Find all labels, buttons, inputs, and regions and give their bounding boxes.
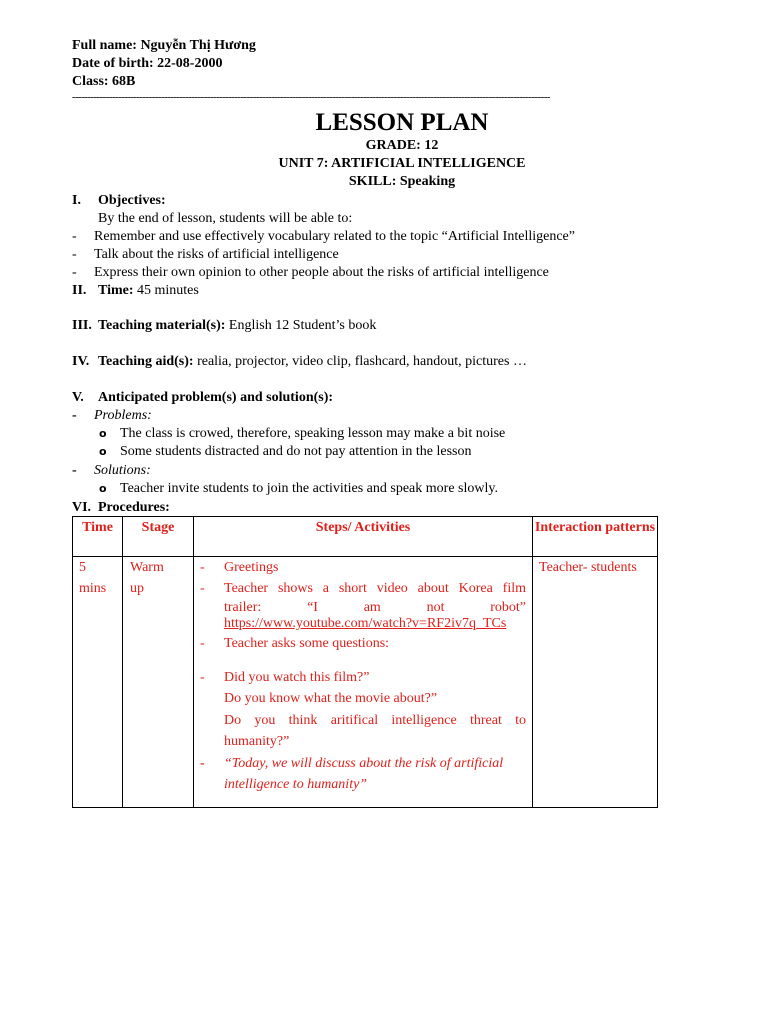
step-text: Teacher shows a short video about Korea film xyxy=(224,581,526,596)
column-header-stage: Stage xyxy=(123,517,194,557)
objective-text: Talk about the risks of artificial intelligence xyxy=(94,247,339,262)
skill-label: SKILL: Speaking xyxy=(348,174,456,189)
time-number: II. xyxy=(72,283,87,298)
time-cell-line: mins xyxy=(79,581,107,596)
objectives-title: Objectives: xyxy=(98,193,166,208)
procedures-number: VI. xyxy=(72,500,92,515)
step-text: Greetings xyxy=(224,560,279,575)
step-text: Teacher asks some questions: xyxy=(224,636,390,651)
time-cell xyxy=(73,557,123,808)
question-text: Do you think aritifical intelligence threat to xyxy=(224,713,526,728)
dash-bullet: - xyxy=(72,229,77,244)
dash-bullet: - xyxy=(200,581,205,596)
question-text: Do you know what the movie about?” xyxy=(224,691,438,706)
solutions-label: Solutions: xyxy=(94,463,151,478)
table-row xyxy=(73,557,658,808)
grade-label: GRADE: 12 xyxy=(365,138,439,153)
problem-text: Some students distracted and do not pay attention in the lesson xyxy=(120,444,472,459)
dash-bullet: - xyxy=(72,265,77,280)
date-of-birth: Date of birth: 22-08-2000 xyxy=(72,56,223,71)
stage-cell xyxy=(123,557,194,808)
time-label: Time: xyxy=(98,283,134,298)
aids-label: Teaching aid(s): xyxy=(98,354,194,369)
column-header-steps: Steps/ Activities xyxy=(194,517,533,557)
page-title: LESSON PLAN xyxy=(315,109,489,136)
full-name: Full name: Nguyễn Thị Hương xyxy=(72,38,256,53)
dash-bullet: - xyxy=(200,560,205,575)
class-label: Class: 68B xyxy=(72,74,136,89)
circle-bullet: o xyxy=(99,427,107,440)
problems-label: Problems: xyxy=(94,408,152,423)
objectives-intro: By the end of lesson, students will be able to: xyxy=(98,211,353,226)
dash-bullet: - xyxy=(200,670,205,685)
solution-text: Teacher invite students to join the activities and speak more slowly. xyxy=(120,481,498,496)
column-header-interaction: Interaction patterns xyxy=(533,517,658,557)
dash-bullet: - xyxy=(200,756,205,771)
question-text: Did you watch this film?” xyxy=(224,670,370,685)
separator-line: ------------------------------------------------------------------------------------------------------------------------------------------------------------ xyxy=(72,92,550,102)
unit-label: UNIT 7: ARTIFICIAL INTELLIGENCE xyxy=(278,156,526,171)
objectives-number: I. xyxy=(72,193,81,208)
problem-text: The class is crowed, therefore, speaking lesson may make a bit noise xyxy=(120,426,506,441)
time-value: 45 minutes xyxy=(137,283,199,298)
interaction-cell: Teacher- students xyxy=(533,557,658,808)
stage-cell-line: up xyxy=(130,581,144,596)
table-header-row xyxy=(73,517,658,557)
circle-bullet: o xyxy=(99,445,107,458)
quote-text: “Today, we will discuss about the risk of artificial xyxy=(224,756,504,771)
quote-text: intelligence to humanity” xyxy=(224,777,368,792)
dash-bullet: - xyxy=(200,636,205,651)
dash-bullet: - xyxy=(72,408,77,423)
material-value: English 12 Student’s book xyxy=(228,318,377,333)
problems-title: Anticipated problem(s) and solution(s): xyxy=(98,390,334,405)
dash-bullet: - xyxy=(72,247,77,262)
dash-bullet: - xyxy=(72,463,77,478)
aids-number: IV. xyxy=(72,354,90,369)
procedures-title: Procedures: xyxy=(98,500,170,515)
objective-text: Express their own opinion to other people about the risks of artificial intelligence xyxy=(94,265,549,280)
problems-number: V. xyxy=(72,390,84,405)
objective-text: Remember and use effectively vocabulary related to the topic “Artificial Intelligence” xyxy=(94,229,575,244)
column-header-time: Time xyxy=(73,517,123,557)
time-cell-line: 5 xyxy=(79,560,86,575)
video-link[interactable]: https://www.youtube.com/watch?v=RF2iv7q_TCs xyxy=(224,616,507,631)
step-text: trailer: “I am not robot” xyxy=(224,600,526,615)
material-label: Teaching material(s): xyxy=(98,318,226,333)
stage-cell-line: Warm xyxy=(130,560,164,575)
circle-bullet: o xyxy=(99,482,107,495)
aids-value: realia, projector, video clip, flashcard, handout, pictures … xyxy=(197,354,527,369)
steps-cell xyxy=(194,557,533,808)
procedures-table xyxy=(72,516,658,808)
steps-list xyxy=(194,557,532,807)
question-text: humanity?” xyxy=(224,734,290,749)
material-number: III. xyxy=(72,318,92,333)
